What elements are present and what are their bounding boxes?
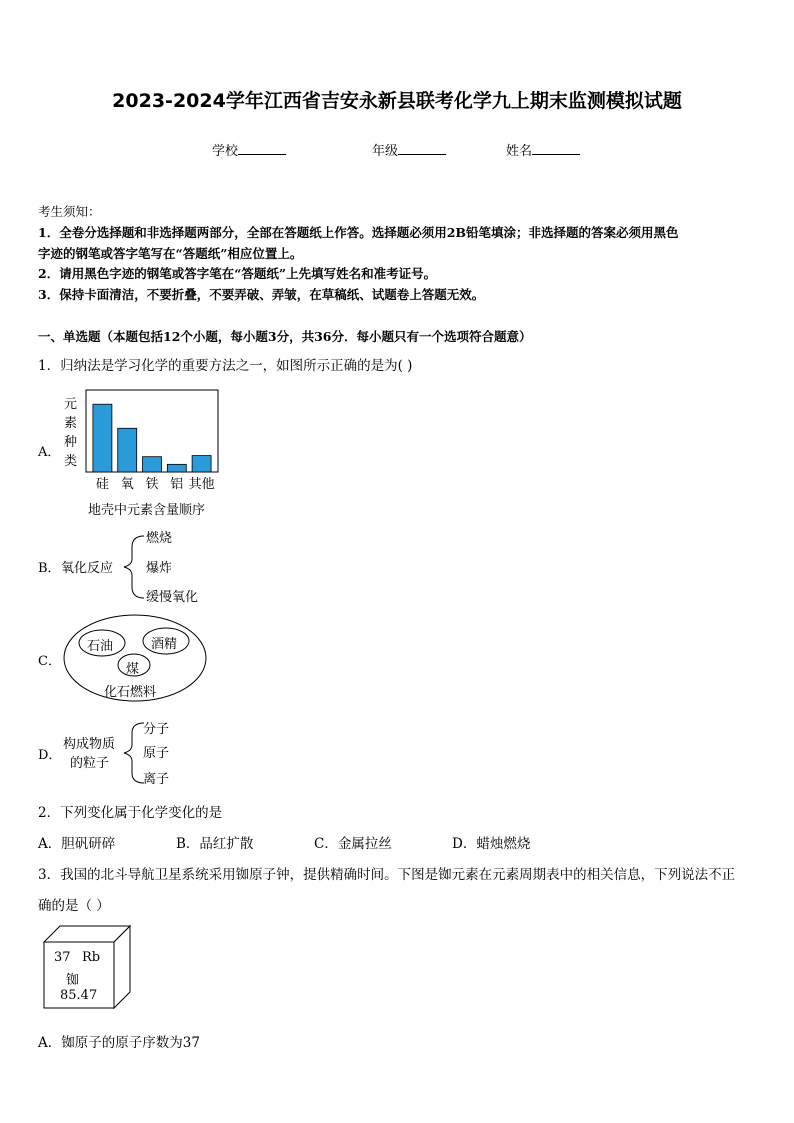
option-letter: C．: [38, 654, 61, 669]
tree-branch: 爆炸: [146, 561, 173, 576]
option-text: A．铷原子的原子序数为37: [38, 1035, 200, 1051]
school-label: 学校: [212, 144, 239, 159]
name-label: 姓名: [506, 144, 533, 159]
notice-heading: 考生须知：: [38, 204, 101, 219]
chart-tick-label: 铁: [145, 477, 159, 492]
ylabel-char: 元: [64, 397, 78, 412]
ylabel-char: 类: [64, 454, 78, 469]
option-letter: A．: [38, 445, 61, 460]
grade-field: [372, 140, 446, 159]
ylabel-char: 素: [64, 416, 78, 431]
chart-ylabel: [64, 395, 80, 471]
brace-icon: [118, 533, 148, 601]
tree-root: 构成物质: [63, 737, 116, 752]
grade-label: 年级: [372, 144, 399, 159]
name-blank: [532, 142, 580, 155]
bar-chart: [84, 386, 224, 494]
name-field: [506, 140, 580, 159]
chart-tick-label: 其他: [188, 477, 215, 492]
option-text: B．品红扩散: [176, 836, 254, 852]
venn-item: 石油: [87, 639, 114, 654]
school-blank: [238, 142, 286, 155]
chart-tick-label: 铝: [170, 477, 184, 492]
venn-outer-label: 化石燃料: [104, 685, 157, 700]
school-field: [212, 140, 286, 159]
notice-line: 3．保持卡面清洁，不要折叠，不要弄破、弄皱，在草稿纸、试题卷上答题无效。: [38, 287, 485, 302]
chart-tick-label: 硅: [95, 477, 109, 492]
tree-branch: 离子: [143, 772, 170, 787]
venn-item: 煤: [126, 662, 140, 677]
element-symbol: Rb: [82, 950, 101, 965]
option-text: D．蜡烛燃烧: [452, 836, 531, 852]
venn-item: 酒精: [151, 637, 178, 652]
chart-bar: [118, 428, 137, 472]
section-heading: 一、单选题（本题包括12个小题，每小题3分，共36分．每小题只有一个选项符合题意）: [38, 329, 532, 344]
page-title: 2023-2024学年江西省吉安永新县联考化学九上期末监测模拟试题: [112, 90, 682, 112]
chart-tick-label: 氧: [120, 477, 134, 492]
tree-root: 的粒子: [70, 756, 110, 771]
chart-bar: [167, 464, 186, 472]
option-text: A．胆矾研碎: [38, 836, 116, 852]
option-letter: B．: [38, 561, 61, 576]
notice-line: 字迹的钢笔或答字笔写在“答题纸”相应位置上。: [38, 246, 303, 261]
question-stem: 确的是（ ）: [38, 898, 110, 914]
question-stem: 2．下列变化属于化学变化的是: [38, 805, 223, 821]
chart-bar: [143, 457, 162, 472]
notice-line: 2．请用黑色字迹的钢笔或答字笔在“答题纸”上先填写姓名和准考证号。: [38, 266, 437, 281]
question-stem: 3．我国的北斗导航卫星系统采用铷原子钟，提供精确时间。下图是铷元素在元素周期表中的相关信息，下列说法不正: [38, 867, 736, 883]
option-letter: D．: [38, 748, 62, 763]
tree-branch: 原子: [143, 746, 170, 761]
ticks-group: [96, 476, 215, 492]
tree-branch: 缓慢氧化: [146, 590, 199, 605]
ylabel-char: 种: [64, 435, 78, 450]
tree-branch: 燃烧: [146, 531, 173, 546]
notice-line: 1．全卷分选择题和非选择题两部分，全部在答题纸上作答。选择题必须用2B铅笔填涂；非选择题的答案必须用黑色: [38, 225, 679, 240]
atomic-number: 37: [54, 950, 71, 965]
grade-blank: [398, 142, 446, 155]
option-text: C．金属拉丝: [314, 836, 392, 852]
chart-bar: [192, 456, 211, 472]
tree-branch: 分子: [143, 722, 170, 737]
chart-caption: 地壳中元素含量顺序: [88, 503, 206, 518]
question-stem: 1．归纳法是学习化学的重要方法之一，如图所示正确的是为( ): [38, 358, 413, 374]
element-name: 铷: [66, 973, 80, 988]
chart-bar: [93, 404, 112, 472]
atomic-mass: 85.47: [60, 988, 98, 1003]
tree-root: 氧化反应: [61, 561, 114, 576]
